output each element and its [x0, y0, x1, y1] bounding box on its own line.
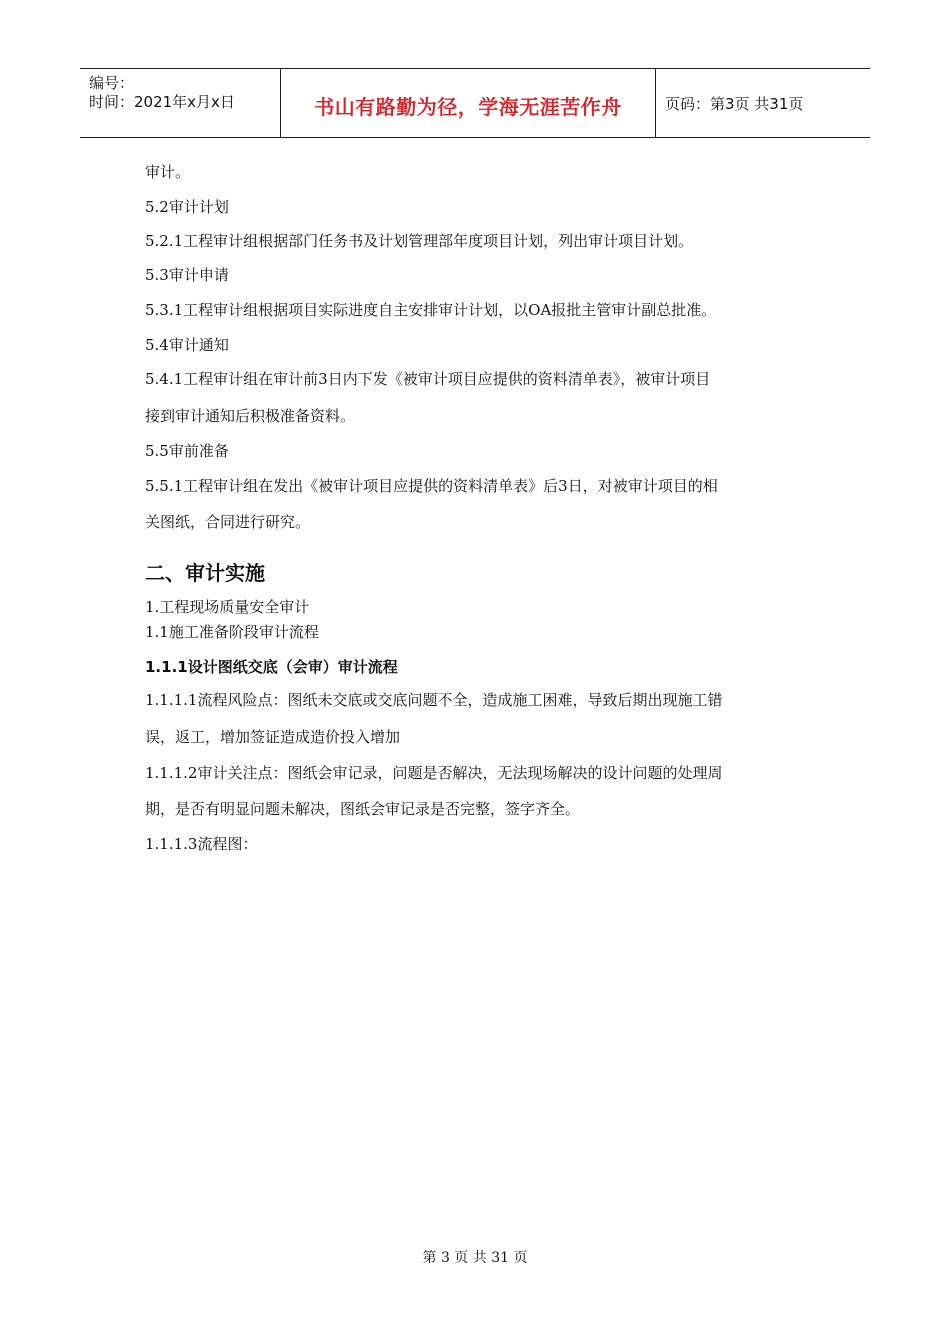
paragraph-line: 1.1.1.3流程图：	[145, 835, 258, 853]
page-header	[80, 68, 870, 138]
header-motto: 书山有路勤为径，学海无涯苦作舟	[314, 95, 622, 119]
paragraph-line: 5.5.1工程审计组在发出《被审计项目应提供的资料清单表》后3日，对被审计项目的相	[145, 477, 718, 495]
subsection-heading: 1.1.1设计图纸交底（会审）审计流程	[145, 658, 398, 676]
paragraph-line: 5.2.1工程审计组根据部门任务书及计划管理部年度项目计划，列出审计项目计划。	[145, 232, 694, 250]
header-page-cell	[655, 69, 870, 137]
paragraph-line: 误，返工，增加签证造成造价投入增加	[145, 728, 401, 746]
paragraph-line: 审计。	[145, 163, 191, 181]
paragraph-line: 5.4.1工程审计组在审计前3日内下发《被审计项目应提供的资料清单表》，被审计项目	[145, 370, 711, 388]
section-heading: 1.工程现场质量安全审计	[145, 598, 310, 616]
header-page-code: 页码：第3页 共31页	[665, 95, 804, 113]
header-info-cell	[80, 69, 280, 137]
header-motto-cell	[280, 69, 656, 137]
paragraph-line: 1.1.1.1流程风险点：图纸未交底或交底问题不全，造成施工困难，导致后期出现施工错	[145, 691, 723, 709]
paragraph-line: 1.1.1.2审计关注点：图纸会审记录，问题是否解决，无法现场解决的设计问题的处理周	[145, 764, 723, 782]
document-number-label: 编号：	[89, 74, 135, 92]
page-footer: 第 3 页 共 31 页	[422, 1250, 528, 1266]
paragraph-line: 期，是否有明显问题未解决，图纸会审记录是否完整，签字齐全。	[145, 800, 581, 818]
paragraph-line: 接到审计通知后积极准备资料。	[145, 407, 356, 425]
section-heading: 1.1施工准备阶段审计流程	[145, 623, 319, 641]
section-heading: 5.2审计计划	[145, 198, 229, 216]
paragraph-line: 5.3.1工程审计组根据项目实际进度自主安排审计计划，以OA报批主管审计副总批准。	[145, 301, 717, 319]
paragraph-line: 关图纸，合同进行研究。	[145, 513, 311, 531]
section-heading: 5.3审计申请	[145, 266, 229, 284]
section-heading: 5.5审前准备	[145, 442, 229, 460]
chapter-heading: 二、审计实施	[145, 561, 265, 585]
section-heading: 5.4审计通知	[145, 336, 229, 354]
document-date-label: 时间：2021年x月x日	[89, 93, 235, 111]
